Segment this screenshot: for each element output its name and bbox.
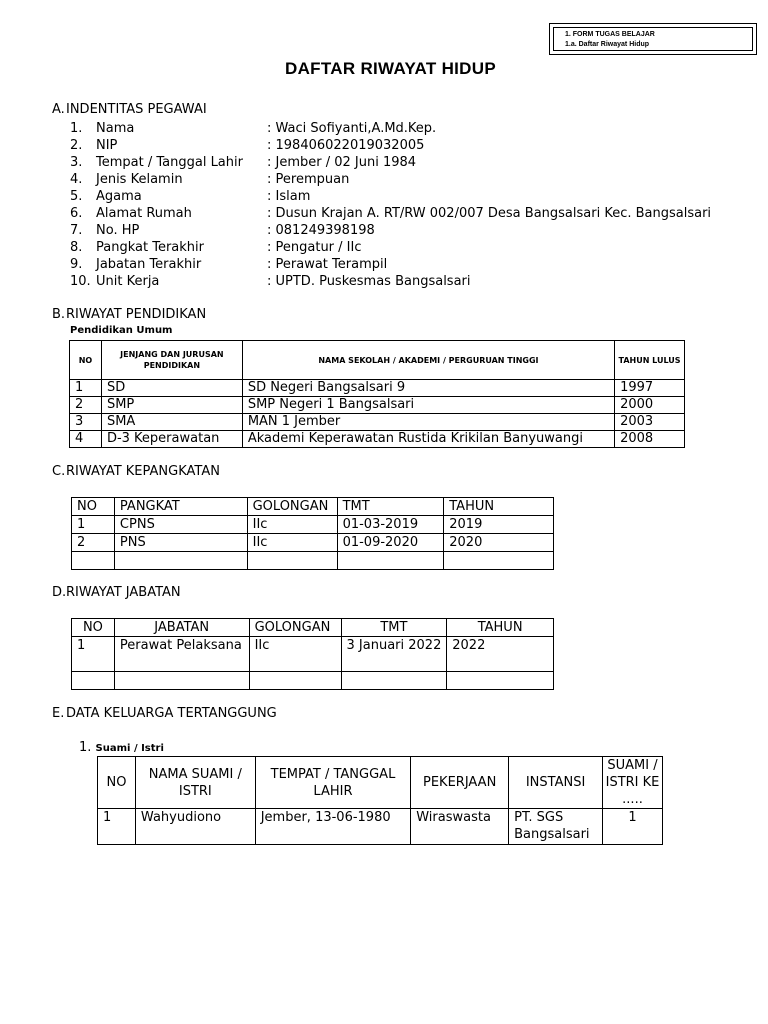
table-cell: 3 Januari 2022 bbox=[341, 637, 447, 672]
table-cell bbox=[444, 552, 554, 570]
section-e-title: DATA KELUARGA TERTANGGUNG bbox=[66, 706, 277, 721]
table-cell: SD Negeri Bangsalsari 9 bbox=[242, 380, 614, 397]
identity-value: : Perawat Terampil bbox=[267, 257, 388, 272]
table-row bbox=[70, 414, 685, 431]
position-header: GOLONGAN bbox=[249, 619, 341, 637]
spouse-subsection-num: 1. bbox=[79, 740, 92, 755]
section-c-letter: C. bbox=[52, 464, 66, 479]
family-header: SUAMI / ISTRI KE ..... bbox=[603, 757, 663, 809]
identity-num: 9. bbox=[70, 257, 83, 272]
identity-value: : Dusun Krajan A. RT/RW 002/007 Desa Bangsalsari Kec. Bangsalsari bbox=[267, 206, 712, 221]
identity-label: Jenis Kelamin bbox=[96, 172, 183, 187]
identity-row bbox=[0, 256, 768, 273]
identity-row bbox=[0, 205, 768, 222]
identity-num: 4. bbox=[70, 172, 83, 187]
table-cell: PNS bbox=[114, 534, 247, 552]
table-cell: 1 bbox=[72, 516, 115, 534]
identity-num: 5. bbox=[70, 189, 83, 204]
table-cell: CPNS bbox=[114, 516, 247, 534]
education-header-row bbox=[70, 341, 685, 380]
table-cell: 1 bbox=[72, 637, 115, 672]
identity-row bbox=[0, 188, 768, 205]
table-cell: MAN 1 Jember bbox=[242, 414, 614, 431]
table-cell: PT. SGS Bangsalsari bbox=[509, 809, 603, 845]
identity-value: : Waci Sofiyanti,A.Md.Kep. bbox=[267, 121, 437, 136]
identity-num: 6. bbox=[70, 206, 83, 221]
section-b-title: RIWAYAT PENDIDIKAN bbox=[66, 307, 207, 322]
identity-row bbox=[0, 154, 768, 171]
form-label-line2: 1.a. Daftar Riwayat Hidup bbox=[565, 41, 650, 48]
position-header-row bbox=[72, 619, 554, 637]
table-row bbox=[70, 397, 685, 414]
table-cell: Akademi Keperawatan Rustida Krikilan Banyuwangi bbox=[242, 431, 614, 448]
identity-list bbox=[0, 120, 768, 290]
table-row bbox=[72, 516, 554, 534]
section-e-letter: E. bbox=[52, 706, 65, 721]
form-label-line1: 1. FORM TUGAS BELAJAR bbox=[565, 31, 655, 38]
family-header: INSTANSI bbox=[509, 757, 603, 809]
table-cell bbox=[114, 672, 249, 690]
identity-row bbox=[0, 273, 768, 290]
identity-label: Tempat / Tanggal Lahir bbox=[96, 155, 243, 170]
table-cell: 2022 bbox=[447, 637, 554, 672]
education-header: TAHUN LULUS bbox=[615, 341, 685, 380]
section-d-title: RIWAYAT JABATAN bbox=[66, 585, 181, 600]
identity-num: 8. bbox=[70, 240, 83, 255]
table-row bbox=[70, 431, 685, 448]
position-table bbox=[71, 618, 554, 690]
section-b-letter: B. bbox=[52, 307, 66, 322]
table-cell: 1 bbox=[98, 809, 136, 845]
spouse-subsection-title: Suami / Istri bbox=[95, 743, 164, 754]
table-cell: 1997 bbox=[615, 380, 685, 397]
table-cell bbox=[249, 672, 341, 690]
table-row bbox=[72, 534, 554, 552]
identity-row bbox=[0, 222, 768, 239]
rank-table bbox=[71, 497, 554, 570]
family-table bbox=[97, 756, 663, 845]
section-d-heading bbox=[52, 585, 181, 600]
family-header: PEKERJAAN bbox=[411, 757, 509, 809]
form-label-box bbox=[549, 23, 757, 55]
table-row bbox=[72, 672, 554, 690]
table-cell: IIc bbox=[247, 534, 337, 552]
education-header: NAMA SEKOLAH / AKADEMI / PERGURUAN TINGGI bbox=[242, 341, 614, 380]
identity-label: Unit Kerja bbox=[96, 274, 160, 289]
education-header: JENJANG DAN JURUSAN PENDIDIKAN bbox=[101, 341, 242, 380]
identity-row bbox=[0, 120, 768, 137]
identity-label: No. HP bbox=[96, 223, 140, 238]
identity-row bbox=[0, 137, 768, 154]
rank-header: TAHUN bbox=[444, 498, 554, 516]
family-header: NAMA SUAMI / ISTRI bbox=[135, 757, 255, 809]
table-cell: SMP Negeri 1 Bangsalsari bbox=[242, 397, 614, 414]
identity-value: : Jember / 02 Juni 1984 bbox=[267, 155, 417, 170]
identity-label: Alamat Rumah bbox=[96, 206, 192, 221]
identity-row bbox=[0, 171, 768, 188]
identity-num: 7. bbox=[70, 223, 83, 238]
position-header: TMT bbox=[341, 619, 447, 637]
identity-num: 3. bbox=[70, 155, 83, 170]
table-cell: IIc bbox=[249, 637, 341, 672]
identity-num: 1. bbox=[70, 121, 83, 136]
table-cell: 1 bbox=[70, 380, 102, 397]
education-table bbox=[69, 340, 685, 448]
position-header: NO bbox=[72, 619, 115, 637]
section-a-heading bbox=[52, 102, 207, 117]
identity-label: NIP bbox=[96, 138, 118, 153]
table-cell bbox=[447, 672, 554, 690]
table-cell: D-3 Keperawatan bbox=[101, 431, 242, 448]
section-a-title: INDENTITAS PEGAWAI bbox=[66, 102, 207, 117]
table-cell: 2020 bbox=[444, 534, 554, 552]
table-cell: 4 bbox=[70, 431, 102, 448]
identity-value: : 081249398198 bbox=[267, 223, 375, 238]
table-cell: Jember, 13-06-1980 bbox=[255, 809, 411, 845]
section-c-heading bbox=[52, 464, 220, 479]
identity-label: Agama bbox=[96, 189, 142, 204]
table-cell: 2 bbox=[72, 534, 115, 552]
table-cell bbox=[341, 672, 447, 690]
identity-value: : UPTD. Puskesmas Bangsalsari bbox=[267, 274, 471, 289]
identity-value: : Perempuan bbox=[267, 172, 350, 187]
table-cell: SMP bbox=[101, 397, 242, 414]
identity-value: : Islam bbox=[267, 189, 311, 204]
table-cell: 3 bbox=[70, 414, 102, 431]
education-subtitle: Pendidikan Umum bbox=[70, 325, 173, 336]
table-cell: SMA bbox=[101, 414, 242, 431]
table-cell: SD bbox=[101, 380, 242, 397]
identity-value: : 198406022019032005 bbox=[267, 138, 425, 153]
section-e-heading bbox=[52, 706, 277, 721]
table-cell: 2019 bbox=[444, 516, 554, 534]
family-header: TEMPAT / TANGGAL LAHIR bbox=[255, 757, 411, 809]
identity-num: 10. bbox=[70, 274, 91, 289]
table-cell bbox=[114, 552, 247, 570]
table-cell: 01-03-2019 bbox=[337, 516, 444, 534]
table-cell: Perawat Pelaksana bbox=[114, 637, 249, 672]
section-c-title: RIWAYAT KEPANGKATAN bbox=[66, 464, 220, 479]
table-cell: 01-09-2020 bbox=[337, 534, 444, 552]
table-cell bbox=[72, 672, 115, 690]
table-cell bbox=[337, 552, 444, 570]
table-row bbox=[72, 637, 554, 672]
identity-label: Nama bbox=[96, 121, 135, 136]
table-cell: 2 bbox=[70, 397, 102, 414]
family-header-row bbox=[98, 757, 663, 809]
table-cell: Wahyudiono bbox=[135, 809, 255, 845]
table-cell: Wiraswasta bbox=[411, 809, 509, 845]
table-cell: IIc bbox=[247, 516, 337, 534]
section-a-letter: A. bbox=[52, 102, 65, 117]
identity-row bbox=[0, 239, 768, 256]
table-cell: 2003 bbox=[615, 414, 685, 431]
table-row bbox=[72, 552, 554, 570]
spouse-subsection bbox=[79, 740, 164, 755]
table-cell: 2000 bbox=[615, 397, 685, 414]
table-cell bbox=[247, 552, 337, 570]
table-cell: 1 bbox=[603, 809, 663, 845]
table-cell: 2008 bbox=[615, 431, 685, 448]
section-b-heading bbox=[52, 307, 206, 322]
table-row bbox=[98, 809, 663, 845]
identity-label: Pangkat Terakhir bbox=[96, 240, 204, 255]
rank-header: TMT bbox=[337, 498, 444, 516]
section-d-letter: D. bbox=[52, 585, 67, 600]
identity-value: : Pengatur / IIc bbox=[267, 240, 362, 255]
rank-header: PANGKAT bbox=[114, 498, 247, 516]
table-cell bbox=[72, 552, 115, 570]
identity-num: 2. bbox=[70, 138, 83, 153]
position-header: JABATAN bbox=[114, 619, 249, 637]
rank-header-row bbox=[72, 498, 554, 516]
page-title: DAFTAR RIWAYAT HIDUP bbox=[285, 59, 496, 78]
family-header: NO bbox=[98, 757, 136, 809]
position-header: TAHUN bbox=[447, 619, 554, 637]
table-row bbox=[70, 380, 685, 397]
rank-header: GOLONGAN bbox=[247, 498, 337, 516]
rank-header: NO bbox=[72, 498, 115, 516]
identity-label: Jabatan Terakhir bbox=[96, 257, 202, 272]
education-header: NO bbox=[70, 341, 102, 380]
